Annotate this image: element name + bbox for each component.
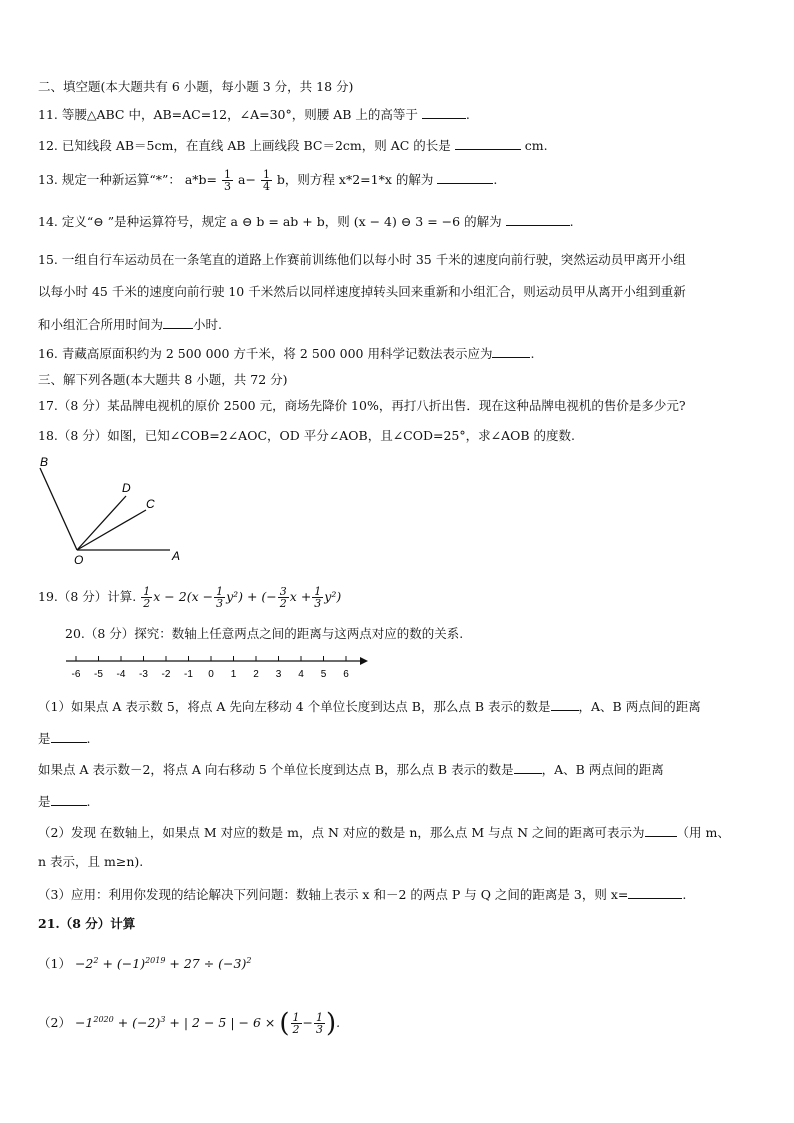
q20-2-text-b: ，A、B 两点间的距离 [541, 762, 664, 777]
number-line-tick-label: 6 [343, 669, 349, 680]
q16-text: 16. 青藏高原面积约为 2 500 000 方千米，将 2 500 000 用科学记数法表示应为 [38, 346, 493, 361]
q20-4-blank[interactable] [628, 886, 682, 899]
q20-1-blank-dist[interactable] [51, 730, 87, 743]
number-line-tick-label: 2 [253, 669, 259, 680]
number-line [62, 652, 372, 682]
question-14: 14. 定义“⊖ ”是种运算符号，规定 a ⊖ b = ab + b，则 (x − 4) ⊖ 3 = −6 的解为 . [38, 214, 574, 229]
number-line-tick-label: -3 [139, 669, 148, 680]
section2-title: 二、填空题(本大题共有 6 小题，每小题 3 分，共 18 分) [38, 79, 354, 94]
q20-part2 [38, 824, 730, 841]
section3-title: 三、解下列各题(本大题共 8 小题，共 72 分) [38, 372, 288, 387]
q20-1-text-c: 是 [38, 731, 51, 746]
q20-2-text-c: 是 [38, 794, 51, 809]
q13-text-a: 13. 规定一种新运算“*”： a*b= [38, 172, 218, 187]
angle-figure [30, 452, 190, 570]
q20-2-blank-dist[interactable] [51, 793, 87, 806]
q13-text-c: b，则方程 x*2=1*x 的解为 [276, 172, 434, 187]
number-line-tick-label: -5 [94, 669, 103, 680]
number-line-tick-label: 1 [230, 669, 237, 680]
ray-oc [77, 510, 146, 550]
q20-part2-cont: n 表示，且 m≥n). [38, 854, 144, 869]
number-line-tick-label: -6 [71, 669, 81, 680]
label-c: C [146, 497, 155, 511]
q12-blank[interactable] [455, 137, 521, 150]
q21-1-expression: $-2^2 + (-1)^{2019} + 27 \div (-3)^2$ [74, 956, 252, 972]
q20-2-blank-b[interactable] [514, 761, 542, 774]
number-line-arrow [360, 657, 368, 665]
number-line-tick-label: 3 [275, 669, 282, 680]
number-line-tick-label: -1 [184, 669, 193, 680]
question-16: 16. 青藏高原面积约为 2 500 000 方千米，将 2 500 000 用科学记数法表示应为 . [38, 346, 535, 361]
fraction-one-fourth: $\frac{1}{4}$ [262, 168, 270, 193]
q12-unit: cm. [524, 138, 548, 153]
question-12 [38, 137, 548, 154]
q12-text: 12. 已知线段 AB＝5cm，在直线 AB 上画线段 BC＝2cm，则 AC 的长是 [38, 138, 451, 153]
question-19 [38, 583, 341, 611]
q14-text: 14. 定义“⊖ ”是种运算符号，规定 a ⊖ b = ab + b，则 (x − 4) ⊖ 3 = −6 的解为 [38, 214, 502, 229]
question-21: 21.（8 分）计算 [38, 916, 136, 931]
q13-text-b: a− [238, 172, 256, 187]
number-line-tick-label: 0 [208, 669, 214, 680]
label-d: D [122, 481, 131, 495]
q20-2-text: 如果点 A 表示数－2，将点 A 向右移动 5 个单位长度到达点 B，那么点 B 表示的数是 [38, 762, 514, 777]
q20-3-text: （2）发现 在数轴上，如果点 M 对应的数是 m，点 N 对应的数是 n，那么点 M 与点 N 之间的距离可表示为 [38, 825, 645, 840]
q20-part1b-cont: 是 . [38, 794, 91, 809]
question-17: 17.（8 分）某品牌电视机的原价 2500 元，商场先降价 10%，再打八折出售．现在这种品牌电视机的售价是多少元? [38, 398, 686, 413]
q21-2-label: （2） [38, 1015, 71, 1031]
q20-part1-cont: 是 . [38, 731, 91, 746]
q14-blank[interactable] [506, 213, 570, 226]
ray-od [77, 496, 126, 550]
q15-line1: 15. 一组自行车运动员在一条笔直的道路上作赛前训练他们以每小时 35 千米的速度向前行驶，突然运动员甲离开小组 [38, 252, 686, 267]
q20-part1b [38, 761, 664, 778]
ray-ob [40, 468, 77, 550]
q15-line3: 和小组汇合所用时间为 [38, 317, 164, 332]
q15-unit: 小时. [193, 317, 222, 332]
q15-blank[interactable] [163, 316, 193, 329]
q20-3-blank[interactable] [645, 824, 677, 837]
question-15-end [38, 316, 222, 333]
label-a: A [172, 549, 181, 563]
q20-1-blank-b[interactable] [551, 698, 579, 711]
question-11: 11. 等腰△ABC 中，AB=AC=12，∠A=30°，则腰 AB 上的高等于 . [38, 107, 470, 122]
q20-1-text-b: ，A、B 两点间的距离 [578, 699, 701, 714]
q13-blank[interactable] [437, 171, 493, 184]
q21-part1 [38, 951, 251, 974]
q19-expression: $\frac{1}{2}$ x − 2(x − $\frac{1}{3}$ y²) + (− $\frac{3}{2}$ x + $\frac{1}{3}$ y²) [143, 585, 342, 610]
q21-2-expression: $-1^{2020} + (-2)^3$ + | 2 − 5 | − 6 × ( $\frac{1}{2}$ − $\frac{1}{3}$ ). [74, 1008, 341, 1039]
fraction-one-third: $\frac{1}{3}$ [224, 168, 232, 193]
q20-1-text: （1）如果点 A 表示数 5，将点 A 先向左移动 4 个单位长度到达点 B，那么点 B 表示的数是 [38, 699, 551, 714]
q15-line2: 以每小时 45 千米的速度向前行驶 10 千米然后以同样速度掉转头回来重新和小组汇合，则运动员甲从离开小组到重新 [38, 284, 686, 299]
number-line-tick-label: -2 [161, 669, 171, 680]
q16-blank[interactable] [492, 345, 530, 358]
q20-4-text: （3）应用：利用你发现的结论解决下列问题：数轴上表示 x 和－2 的两点 P 与 Q 之间的距离是 3，则 x= [38, 887, 629, 902]
q21-part2 [38, 1000, 340, 1044]
question-20: 20.（8 分）探究：数轴上任意两点之间的距离与这两点对应的数的关系. [65, 626, 464, 641]
q21-1-label: （1） [38, 956, 71, 972]
q11-blank[interactable] [422, 106, 466, 119]
q20-3-text-b: （用 m、 [676, 825, 730, 840]
number-line-tick-label: -4 [116, 669, 126, 680]
label-o: O [74, 553, 84, 567]
q20-part3: （3）应用：利用你发现的结论解决下列问题：数轴上表示 x 和－2 的两点 P 与 Q 之间的距离是 3，则 x= . [38, 887, 687, 902]
q11-text: 11. 等腰△ABC 中，AB=AC=12，∠A=30°，则腰 AB 上的高等于 [38, 107, 418, 122]
number-line-tick-label: 5 [320, 669, 327, 680]
q20-part1 [38, 698, 701, 715]
question-18: 18.（8 分）如图，已知∠COB=2∠AOC，OD 平分∠AOB，且∠COD=25°，求∠AOB 的度数. [38, 428, 576, 443]
number-line-tick-label: 4 [298, 669, 304, 680]
q19-text: 19.（8 分）计算. [38, 589, 137, 604]
question-13: 13. 规定一种新运算“*”： a*b= $\frac{1}{3}$ a− $\frac{1}{4}$ b，则方程 x*2=1*x 的解为 . [38, 168, 498, 193]
label-b: B [40, 455, 49, 469]
